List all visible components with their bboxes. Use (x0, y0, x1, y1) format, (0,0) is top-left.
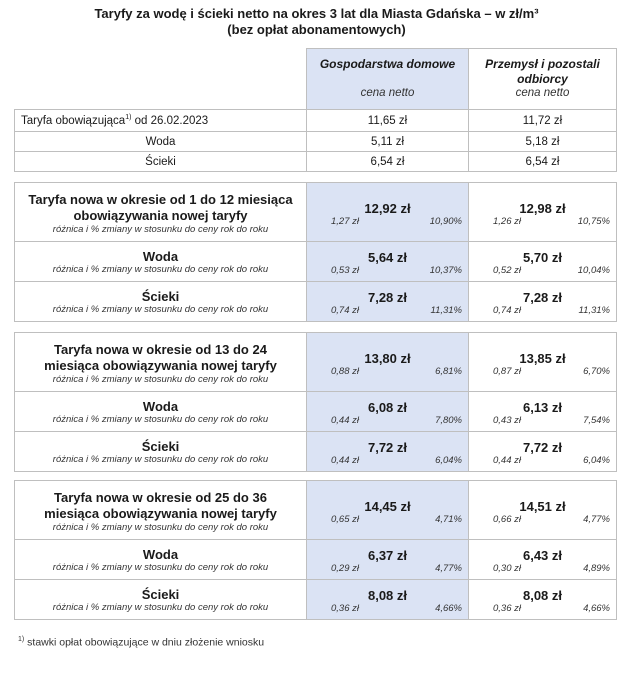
sewage-households-price: 7,72 zł (367, 440, 408, 455)
section-sewage-row (15, 580, 617, 620)
sewage-ind-diff: 0,74 zł 11,31% (493, 305, 610, 316)
sewage-label-cell (15, 580, 307, 620)
water-diff-note: różnica i % zmiany w stosunku do ceny rok do roku (52, 561, 269, 573)
total-households-price: 12,92 zł (364, 200, 411, 216)
current-sewage-households: 6,54 zł (307, 152, 469, 172)
sewage-industry-cell (469, 580, 617, 620)
sewage-gd-diff: 0,74 zł 11,31% (331, 305, 462, 316)
tariff-section-3 (14, 480, 617, 620)
sewage-ind-diff: 0,36 zł 4,66% (493, 603, 610, 614)
sewage-label: Ścieki (141, 586, 180, 602)
section-title: Taryfa nowa w okresie od 13 do 24 miesiąca obowiązywania nowej taryfy (44, 342, 277, 373)
total-industry-price: 12,98 zł (519, 200, 566, 216)
section-title-cell (15, 333, 307, 392)
sewage-label-cell (15, 432, 307, 472)
tariff-section-1 (14, 182, 617, 322)
current-total-row (15, 110, 617, 132)
section-sewage-row (15, 282, 617, 322)
section-total-row (15, 481, 617, 540)
current-total-industry: 11,72 zł (469, 110, 617, 132)
total-households-cell (307, 481, 469, 540)
water-label-cell (15, 540, 307, 580)
current-tariff-table (14, 48, 617, 172)
title-line-2: (bez opłat abonamentowych) (227, 22, 406, 37)
sewage-industry-cell (469, 282, 617, 322)
header-households-price-label: cena netto (360, 87, 415, 99)
sewage-industry-cell (469, 432, 617, 472)
current-sewage-label: Ścieki (15, 152, 307, 172)
current-water-row (15, 132, 617, 152)
total-ind-diff: 0,87 zł 6,70% (493, 365, 610, 377)
total-ind-diff: 0,66 zł 4,77% (493, 513, 610, 525)
sewage-gd-diff: 0,44 zł 6,04% (331, 455, 462, 466)
sewage-households-cell (307, 432, 469, 472)
sewage-label: Ścieki (141, 288, 180, 304)
current-total-label: Taryfa obowiązująca$^{1)}$ od 26.02.2023 (15, 110, 307, 132)
water-gd-diff: 0,29 zł 4,77% (331, 563, 462, 574)
water-households-price: 6,37 zł (367, 548, 408, 563)
section-total-row (15, 333, 617, 392)
water-gd-diff: 0,44 zł 7,80% (331, 415, 462, 426)
water-households-cell (307, 540, 469, 580)
water-label-cell (15, 392, 307, 432)
sewage-households-cell (307, 580, 469, 620)
section-diff-note: różnica i % zmiany w stosunku do ceny rok do roku (52, 224, 269, 235)
sewage-ind-diff: 0,44 zł 6,04% (493, 455, 610, 466)
total-households-price: 13,80 zł (364, 350, 411, 366)
sewage-label-cell (15, 282, 307, 322)
header-empty-cell (15, 49, 307, 110)
current-sewage-industry: 6,54 zł (469, 152, 617, 172)
section-title: Taryfa nowa w okresie od 1 do 12 miesiąca obowiązywania nowej taryfy (28, 192, 293, 223)
current-water-industry: 5,18 zł (469, 132, 617, 152)
sewage-households-price: 7,28 zł (367, 290, 408, 305)
water-diff-note: różnica i % zmiany w stosunku do ceny rok do roku (52, 413, 269, 425)
total-households-cell (307, 333, 469, 392)
header-industry-label: Przemysł i pozostali odbiorcy (485, 57, 600, 86)
sewage-diff-note: różnica i % zmiany w stosunku do ceny rok do roku (52, 601, 269, 613)
water-ind-diff: 0,43 zł 7,54% (493, 415, 610, 426)
total-industry-cell (469, 333, 617, 392)
total-industry-cell (469, 481, 617, 540)
section-diff-note: różnica i % zmiany w stosunku do ceny rok do roku (52, 522, 269, 533)
total-gd-diff: 1,27 zł 10,90% (331, 215, 462, 227)
section-title-cell (15, 481, 307, 540)
header-industry (469, 49, 617, 110)
water-industry-price: 6,43 zł (522, 548, 563, 563)
section-diff-note: różnica i % zmiany w stosunku do ceny rok do roku (52, 374, 269, 385)
section-total-row (15, 183, 617, 242)
sewage-label: Ścieki (141, 438, 180, 454)
sewage-households-cell (307, 282, 469, 322)
section-water-row (15, 540, 617, 580)
water-households-price: 5,64 zł (367, 250, 408, 265)
water-industry-cell (469, 540, 617, 580)
current-water-households: 5,11 zł (307, 132, 469, 152)
water-ind-diff: 0,30 zł 4,89% (493, 563, 610, 574)
total-households-cell (307, 183, 469, 242)
total-industry-price: 14,51 zł (519, 498, 566, 514)
water-industry-cell (469, 242, 617, 282)
footnote: $^{1)}$ stawki opłat obowiązujące w dniu złożenie wniosku (18, 636, 265, 649)
sewage-industry-price: 8,08 zł (522, 588, 563, 603)
water-label: Woda (142, 546, 179, 562)
water-industry-price: 6,13 zł (522, 400, 563, 415)
water-industry-price: 5,70 zł (522, 250, 563, 265)
sewage-diff-note: różnica i % zmiany w stosunku do ceny rok do roku (52, 303, 269, 315)
total-ind-diff: 1,26 zł 10,75% (493, 215, 610, 227)
header-industry-price-label: cena netto (515, 87, 570, 99)
water-households-cell (307, 242, 469, 282)
header-households-label: Gospodarstwa domowe (319, 57, 456, 71)
total-gd-diff: 0,88 zł 6,81% (331, 365, 462, 377)
document-title (0, 6, 633, 38)
total-industry-price: 13,85 zł (519, 350, 566, 366)
water-label: Woda (142, 398, 179, 414)
water-diff-note: różnica i % zmiany w stosunku do ceny rok do roku (52, 263, 269, 275)
footnote-marker: 1) (18, 636, 25, 643)
footnote-marker: 1) (125, 114, 132, 122)
total-gd-diff: 0,65 zł 4,71% (331, 513, 462, 525)
water-label-cell (15, 242, 307, 282)
current-water-label: Woda (15, 132, 307, 152)
title-line-1: Taryfy za wodę i ścieki netto na okres 3 lat dla Miasta Gdańska – w zł/m³ (94, 6, 539, 21)
current-total-households: 11,65 zł (307, 110, 469, 132)
header-households (307, 49, 469, 110)
water-ind-diff: 0,52 zł 10,04% (493, 265, 610, 276)
sewage-diff-note: różnica i % zmiany w stosunku do ceny rok do roku (52, 453, 269, 465)
water-gd-diff: 0,53 zł 10,37% (331, 265, 462, 276)
sewage-industry-price: 7,28 zł (522, 290, 563, 305)
section-title-cell (15, 183, 307, 242)
total-households-price: 14,45 zł (364, 498, 411, 514)
sewage-gd-diff: 0,36 zł 4,66% (331, 603, 462, 614)
section-sewage-row (15, 432, 617, 472)
water-industry-cell (469, 392, 617, 432)
section-water-row (15, 242, 617, 282)
water-households-price: 6,08 zł (367, 400, 408, 415)
section-title: Taryfa nowa w okresie od 25 do 36 miesiąca obowiązywania nowej taryfy (44, 490, 277, 521)
water-label: Woda (142, 248, 179, 264)
water-households-cell (307, 392, 469, 432)
section-water-row (15, 392, 617, 432)
sewage-households-price: 8,08 zł (367, 588, 408, 603)
tariff-section-2 (14, 332, 617, 472)
total-industry-cell (469, 183, 617, 242)
sewage-industry-price: 7,72 zł (522, 440, 563, 455)
current-sewage-row (15, 152, 617, 172)
